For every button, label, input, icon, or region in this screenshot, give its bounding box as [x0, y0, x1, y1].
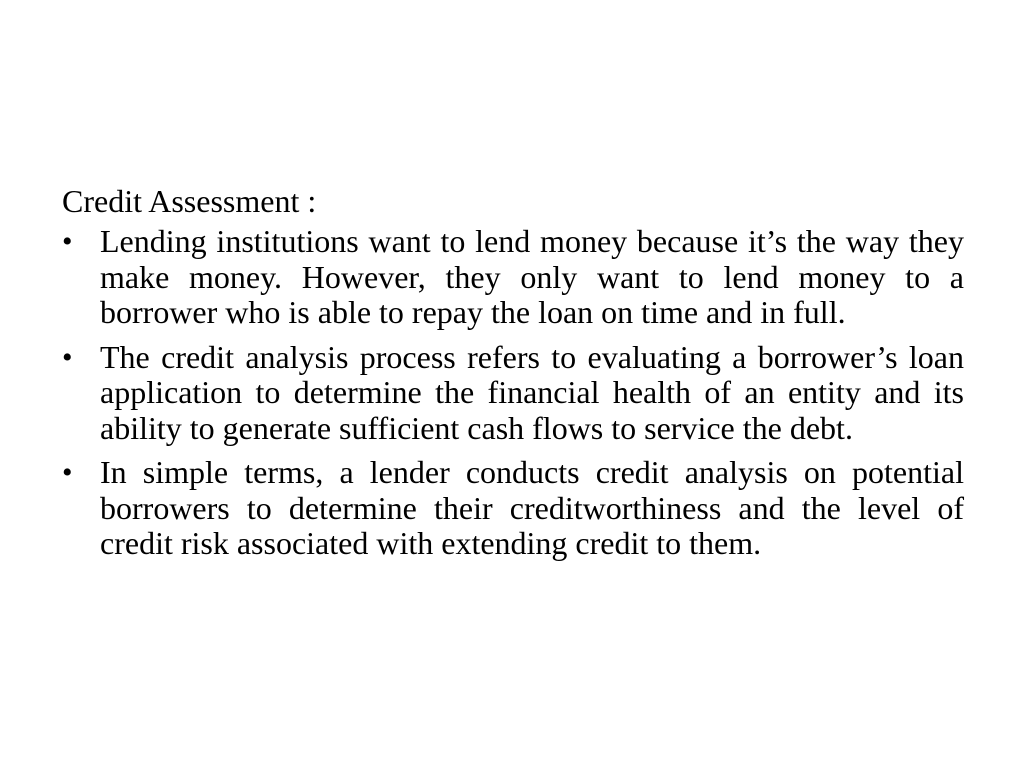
- bullet-icon: •: [62, 340, 73, 374]
- bullet-item: [62, 224, 964, 331]
- slide-content: [62, 182, 964, 571]
- bullet-item: [62, 340, 964, 447]
- bullet-icon: •: [62, 456, 73, 489]
- bullet-list: [62, 224, 964, 562]
- bullet-text: Lending institutions want to lend money because it’s the way they make money. However, they only want to lend money to a borrower who is able to repay the loan on time and in full.: [100, 223, 964, 330]
- bullet-icon: •: [62, 225, 73, 258]
- slide-heading: Credit Assessment :: [62, 183, 317, 219]
- bullet-item: [62, 455, 964, 562]
- bullet-text: The credit analysis process refers to evaluating a borrower’s loan application to determine the financial health of an entity and its ability to generate sufficient cash flows to service the debt.: [100, 338, 964, 446]
- bullet-text: In simple terms, a lender conducts credit analysis on potential borrowers to determine their creditworthiness and the level of credit risk associated with extending credit to them.: [100, 454, 964, 561]
